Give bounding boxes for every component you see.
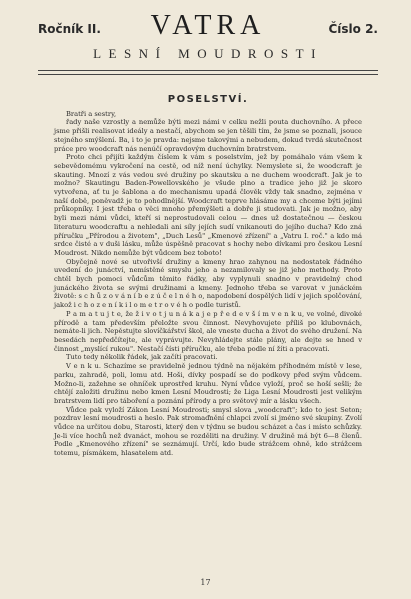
- article: [54, 96, 362, 458]
- magazine-title: VATRA: [150, 10, 266, 41]
- article-paragraph-3: Obyčejně nové se utvořivší družiny a kmeny hrao zahynou na nedostatek řádného uvedení do junáctví, nemístěné smyslu jeho a nezamilovaly se již jeho methody. Proto chtěl bych pomoci vůdcům těmito řádky, aby vyplynuli snadno v pravidelný chod junáckého života se svými družinami a kmeny. Jednoho třeba se varovat v junáckém životě: s c h ů z o v á n í b e z ú č e l n é h o, napodobení dospělých lidí v jejich spolčování, jakož i c h o z e n í k i l o m e t r o v é h o podle turistů.: [54, 257, 362, 310]
- article-paragraph-7: Vůdce pak vyloží Zákon Lesní Moudrosti; smysl slova „woodcraft"; kdo to jest Seton; pozdrav lesní moudrosti a heslo. Pak stromaďnění chlapci zvolí si jméno své skupiny. Zvolí vůdce na určitou dobu, Starosti, který den v týdnu se budou scházet a čas i místo schůzky. Je-li více hochů než dvanáct, mohou se rozděliti na družiny. V družině má být 6—8 členů. Podle „Kmenového zřízení" se seznámují. Určí, kdo bude strážcem ohně, kdo strážcem totemu, písmákem, hlasatelem atd.: [54, 405, 362, 458]
- header-rule-top: [38, 70, 378, 71]
- masthead: [38, 10, 378, 68]
- article-paragraph-2: Proto chci přijíti každým číslem k vám s poselstvím, jež by pomáhalo vám všem k sebevědomému vykročení na cestě, od níž není úchylky. Nemyslete si, že woodcraft je skauting. Mnozí z vás vedou své družiny po skautsku a ne duchem woodcraft. Jak je to možno? Skautingu Baden-Powellovského je všude plno a tradice jeho již je skoro vytvořena, ať tu je šablona a do mechanismu upadá člověk vždy tak snadno, zejména v naší době, poněvadž je to pohodlnější. Woodcraft teprve hlásáme my a chceme býti jejími průkopníky. I jest třeba o věci mnoho přemýšleti a dobře ji studovati. Jak je možno, aby byli mezi námi vůdci, kteří si neprostudovali celou — dnes už dostatečnou — českou literaturu woodcraftu a nehledali ani síly jejích sudí vnikanouti do jejího ducha? Kdo zná příručku „Přírodou a životem", „Duch Lesů" „Kmenové zřízení" a „Vatru I. roč." a kdo má srdce čisté a v duši lásku, může úspěšně pracovat s hochy nebo dívkami pro českou Lesní Moudrost. Nikdo nemůže být vůdcem bez toboto!: [54, 153, 362, 257]
- article-paragraph-5: Tuto tedy několik řádek, jak začíti pracovati.: [66, 353, 218, 362]
- issue-label: Číslo 2.: [328, 22, 378, 36]
- article-paragraph-1: řady naše vzrostly a nemůže býti mezi námi v celku nežli pouta duchovního. A přece jsme přišli realisovat ideály a nestačí, abychom se jen těšili tím, že jsme se poznali, jsouce stejného smýšlení. Ba, i to je pravda: nejsme takovými a nebudem, dokud tvrdá skutečnost práce pro woodcraft nás nenúčí opravdovým duchovním bratrstvem.: [54, 118, 362, 153]
- article-paragraph-6: V e n k u. Schazíme se pravidelně jednou týdně na nějakém příhodném místě v lese, parku, zahradě, poli, lomu atd. Hoši, dívky pospadí se do podkovy před svým vůdcem. Možno-li, zažehne se ohníček uprostřed kruhu. Nyní vůdce vyloží, proč se hoší sešli; že chtějí založiti družinu nebo kmen Lesní Moudrosti; že Liga Lesní Moudrosti jest velikým bratrstvem lidí pro táboření a poznání přírody a pro světový mír a lásku všech.: [54, 362, 362, 405]
- article-salutation: Bratři a sestry,: [66, 109, 117, 118]
- header-rule-bottom: [38, 74, 378, 75]
- article-title: POSELSTVÍ.: [167, 94, 249, 105]
- article-paragraph-4: P a m a t u j t e, že ž i v o t j u n á k a j e p ř e d e v š í m v e n k u, ve volné, divoké přírodě a tam především přeložte svou činnost. Nevyhovujete příliš po klubovnách, nemáte-li jich. Nepěstujte slovíčkářství škol, ale vneste ducha a život do svého družení. Na besedách nepředčítejte, ale vyprávujte. Nevyhládejte stále plány, ale dejte se hned v činnost „myslící rukou". Nestačí čísti příručku, ale třeba podle ní žíti a pracovati.: [54, 309, 362, 353]
- magazine-subtitle: LESNÍ MOUDROSTI: [93, 46, 323, 61]
- page-number: 17: [200, 578, 211, 587]
- volume-label: Ročník II.: [38, 22, 101, 36]
